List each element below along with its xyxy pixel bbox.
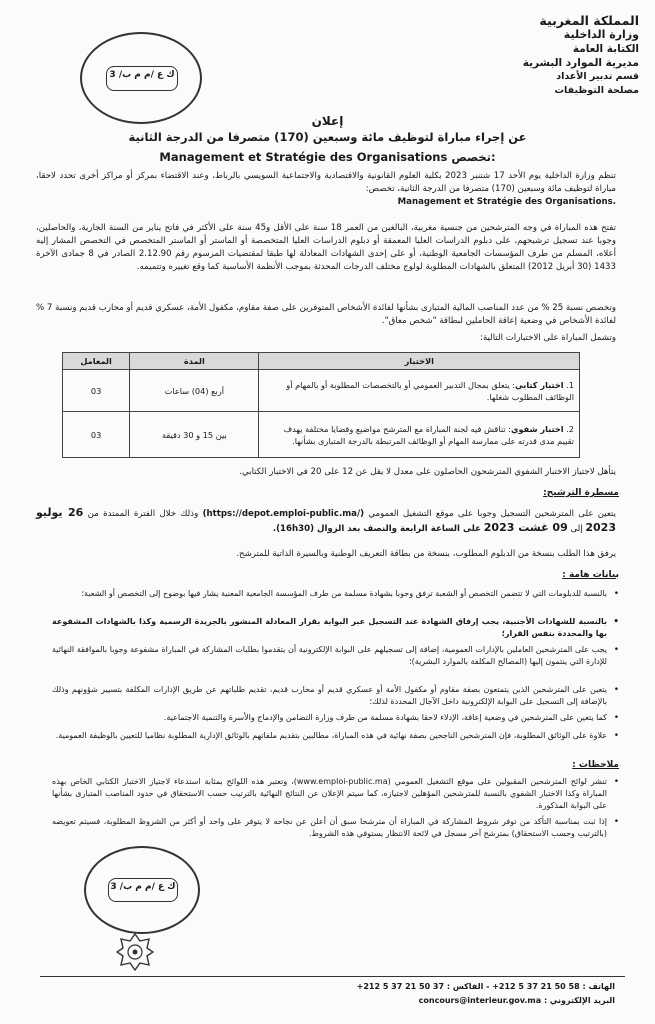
exam-cell bbox=[259, 412, 580, 458]
fax-label: - الفاكس : bbox=[446, 982, 490, 991]
list-item: • تنشر لوائح المترشحين المقبولين على موقع التشغيل العمومي (www.emploi-public.ma)، وتعتبر هذه اللوائح بمثابة استدعاء لاجتياز الاختبار الكتابي الخاص بهذه المباراة وكذا الاختبار الشفوي بالنسبة للمترشحين المؤهلين لاجتيازه، كما سيتم الإعلان عن النتائج النهائية بالترتيب حسب الاستحقاق في حدود المناصب المتبارى بشأنها على البوابة المذكورة. bbox=[52, 776, 607, 812]
procedure-text-b: وذلك خلال الفترة الممتدة من bbox=[87, 509, 199, 519]
exam-cell bbox=[259, 370, 580, 412]
specialty-value: Management et Stratégie des Organisations bbox=[159, 150, 448, 164]
coefficient-cell: 03 bbox=[63, 412, 130, 458]
list-item: • إذا ثبت بمناسبة التأكد من توفر شروط المشاركة في المباراة أن مترشحا سبق أن أعلن عن نجاحه لا يتوفر على واحد أو أكثر من الشروط المطلوبة، فسيتم تعويضه (بالترتيب وحسب الاستحقاق) بمترشح آخر مسجل في لائحة الانتظار يستوفي هذه الشروط. bbox=[52, 816, 607, 840]
table-row bbox=[63, 370, 580, 412]
letterhead-service: مصلحة التوظيفات bbox=[554, 85, 639, 96]
exam-table bbox=[62, 352, 580, 458]
stamp-code: ك ع /م م ب/ 3 bbox=[106, 66, 179, 91]
important-title: بيانات هامة : bbox=[562, 570, 619, 580]
letterhead-secretariat: الكتابة العامة bbox=[572, 43, 639, 55]
application-end-date: 09 غشت 2023 bbox=[483, 521, 568, 534]
phone-label: الهاتف : bbox=[582, 982, 615, 991]
procedure-paragraph bbox=[36, 506, 616, 536]
intro-paragraph-4: وتشمل المباراة على الاختبارات التالية: bbox=[480, 333, 616, 343]
procedure-attachments: يرفق هذا الطلب بنسخة من الدبلوم المطلوب، بنسخة من بطاقة التعريف الوطنية وبالسيرة الذاتية للمترشح. bbox=[236, 549, 616, 559]
list-item: • يجب على المترشحين العاملين بالإدارات العمومية، إضافة إلى تسجيلهم على البوابة الإلكترونية أن يتقدموا بطلبات المشاركة في المباراة مشفوعة وجوبا بالموافقة النهائية للإدارة التي ينتمون إليها (المصالح المكلفة بالموارد البشرية)؛ bbox=[52, 644, 607, 668]
footer-divider bbox=[40, 976, 625, 977]
application-deadline-time: على الساعة الرابعة والنصف بعد الزوال (16h30). bbox=[272, 524, 482, 534]
specialty-label: تخصص: bbox=[451, 150, 496, 164]
duration-cell: أربع (04) ساعات bbox=[130, 370, 259, 412]
phone-number: +212 5 37 21 50 58 bbox=[492, 982, 580, 991]
exam-number: 1. bbox=[566, 379, 574, 390]
stamp-code: ك ع /م م ب/ 3 bbox=[108, 878, 177, 902]
intro-specialty-latin: Management et Stratégie des Organisations. bbox=[397, 197, 616, 207]
header-coefficient: المعامل bbox=[63, 353, 130, 370]
email-address: concours@interieur.gov.ma bbox=[418, 996, 542, 1005]
list-item: • بالنسبة للشهادات الأجنبية، يجب إرفاق الشهادة عند التسجيل عبر البوابة بقرار المعادلة المنشور بالجريدة الرسمية وكذا بالشهادات المشفوعة بها والمحددة بنفس القرار؛ bbox=[52, 616, 607, 640]
email-label: البريد الإلكتروني : bbox=[543, 996, 615, 1005]
intro-paragraph-3: وتخصص نسبة 25 % من عدد المناصب المالية المتبارى بشأنها لفائدة الأشخاص المتوفرين على صفة مقاوم، مكفول الأمة، عسكري قديم أو محارب قديم ونسبة 7 % لفائدة الأشخاص في وضعية إعاقة الحاملين لبطاقة "شخص معاق". bbox=[36, 303, 617, 326]
list-item: • بالنسبة للدبلومات التي لا تتضمن التخصص أو الشعبة ترفق وجوبا بشهادة مسلمة من طرف المؤسسة الجامعية المعنية يشار فيها بوضوح إلى التخصص أو الشعبة؛ bbox=[52, 588, 607, 600]
official-stamp-top bbox=[80, 32, 202, 124]
notice-heading: إعلان bbox=[311, 114, 344, 128]
exam-table-header bbox=[63, 353, 580, 370]
exam-number: 2. bbox=[566, 423, 574, 434]
footer-email-line bbox=[419, 996, 615, 1005]
fax-number: +212 5 37 21 50 37 bbox=[356, 982, 445, 991]
list-item: • علاوة على الوثائق المطلوبة، فإن المترشحين الناجحين بصفة نهائية في هذه المباراة، مطالبين بتقديم ملفاتهم بالوثائق الإدارية المطلوبة نظاميا للتعيين بالوظيفة العمومية. bbox=[52, 730, 607, 742]
list-item: • كما يتعين على المترشحين في وضعية إعاقة، الإدلاء لاحقا بشهادة مسلمة من طرف وزارة التضامن والإدماج والأسرة والتنمية الاجتماعية. bbox=[52, 712, 607, 724]
exam-name: اختبار شفوي bbox=[510, 423, 564, 434]
notice-object: عن إجراء مباراة لتوظيف مائة وسبعين (170) متصرفا من الدرجة الثانية bbox=[128, 130, 527, 144]
header-duration: المدة bbox=[130, 353, 259, 370]
exam-description: : تناقش فيه لجنة المباراة مع المترشح مواضيع وقضايا مختلفة يهدف تقييم مدى قدرته على ممارسة المهام أو الوظائف المرتبطة بالدرجة المتبارى بشأنها. bbox=[283, 423, 574, 446]
notice-specialty bbox=[20, 150, 635, 164]
ministry-logo-icon bbox=[116, 933, 154, 971]
remarks-title: ملاحظات : bbox=[572, 760, 619, 770]
application-url: (https://depot.emploi-public.ma/) bbox=[202, 509, 365, 519]
official-stamp-bottom bbox=[84, 846, 200, 934]
procedure-title: مسطرة الترشيح: bbox=[543, 488, 619, 498]
intro-paragraph-1 bbox=[36, 170, 616, 209]
letterhead-directorate: مديرية الموارد البشرية bbox=[522, 57, 639, 69]
letterhead-division: قسم تدبير الأعداد bbox=[556, 71, 639, 82]
header-exam: الاختبار bbox=[259, 353, 580, 370]
duration-cell: بين 15 و 30 دقيقة bbox=[130, 412, 259, 458]
date-to-label: إلى bbox=[570, 524, 583, 534]
letterhead-ministry: وزارة الداخلية bbox=[563, 28, 639, 41]
footer-contact-line bbox=[357, 982, 615, 991]
letterhead bbox=[429, 14, 639, 98]
exam-name: اختبار كتابي bbox=[514, 379, 564, 390]
intro-text-1: تنظم وزارة الداخلية يوم الأحد 17 شتنبر 2023 بكلية العلوم القانونية والاقتصادية والاجتماعية السويسي بالرباط، وعند الاقتضاء بمركز أو مراكز أخرى تحدد لاحقا، مباراة لتوظيف مائة وسبعين (170) متصرفا من الدرجة الثانية، تخصص: bbox=[36, 171, 617, 194]
procedure-text-a: يتعين على المترشحين التسجيل وجوبا على موقع التشغيل العمومي bbox=[368, 509, 617, 519]
coefficient-cell: 03 bbox=[63, 370, 130, 412]
oral-qualification-note: يتأهل لاجتياز الاختبار الشفوي المترشحون الحاصلون على معدل لا يقل عن 12 على 20 في الاختبار الكتابي. bbox=[239, 467, 616, 477]
exam-description: : يتعلق بمجال التدبير العمومي أو بالتخصصات المطلوبة أو بالمهام أو الوظائف المطلوب شغلها. bbox=[286, 379, 574, 402]
intro-paragraph-2: تفتح هذه المباراة في وجه المترشحين من جنسية مغربية، البالغين من العمر 18 سنة على الأقل و45 سنة على الأكثر في فاتح يناير من السنة الجارية، والحاصلين، وجوبا عند تسجيل ترشيحهم، على دبلوم الدراسات العليا المعمقة أو دبلوم الدراسات العليا المتخصصة أو الماستر أو الماستر المتخصص في التخصص المشار إليه أعلاه، المسلم من طرف المؤسسات الجامعية الوطنية، أو على إحدى الشهادات المعادلة لها طبقا لمقتضيات المرسوم رقم 2.12.90 الصادر في 8 جمادى الآخرة 1433 (30 أبريل 2012) المتعلق بالشهادات المطلوبة لولوج مختلف الدرجات المحدثة بموجب الأنظمة الأساسية كما وقع تغييره وتتميمه. bbox=[36, 223, 617, 272]
table-row bbox=[63, 412, 580, 458]
list-item: • يتعين على المترشحين الذين يتمتعون بصفة مقاوم أو مكفول الأمة أو عسكري قديم أو محارب قديم، تقديم طلباتهم عن طريق الإدارات المكلفة بتسيير شؤونهم وذلك بالإضافة إلى التسجيل على البوابة الإلكترونية داخل الآجال المحددة لذلك؛ bbox=[52, 684, 607, 708]
letterhead-kingdom: المملكة المغربية bbox=[539, 13, 639, 28]
application-start-date: 26 يوليو 2023 bbox=[36, 506, 616, 534]
